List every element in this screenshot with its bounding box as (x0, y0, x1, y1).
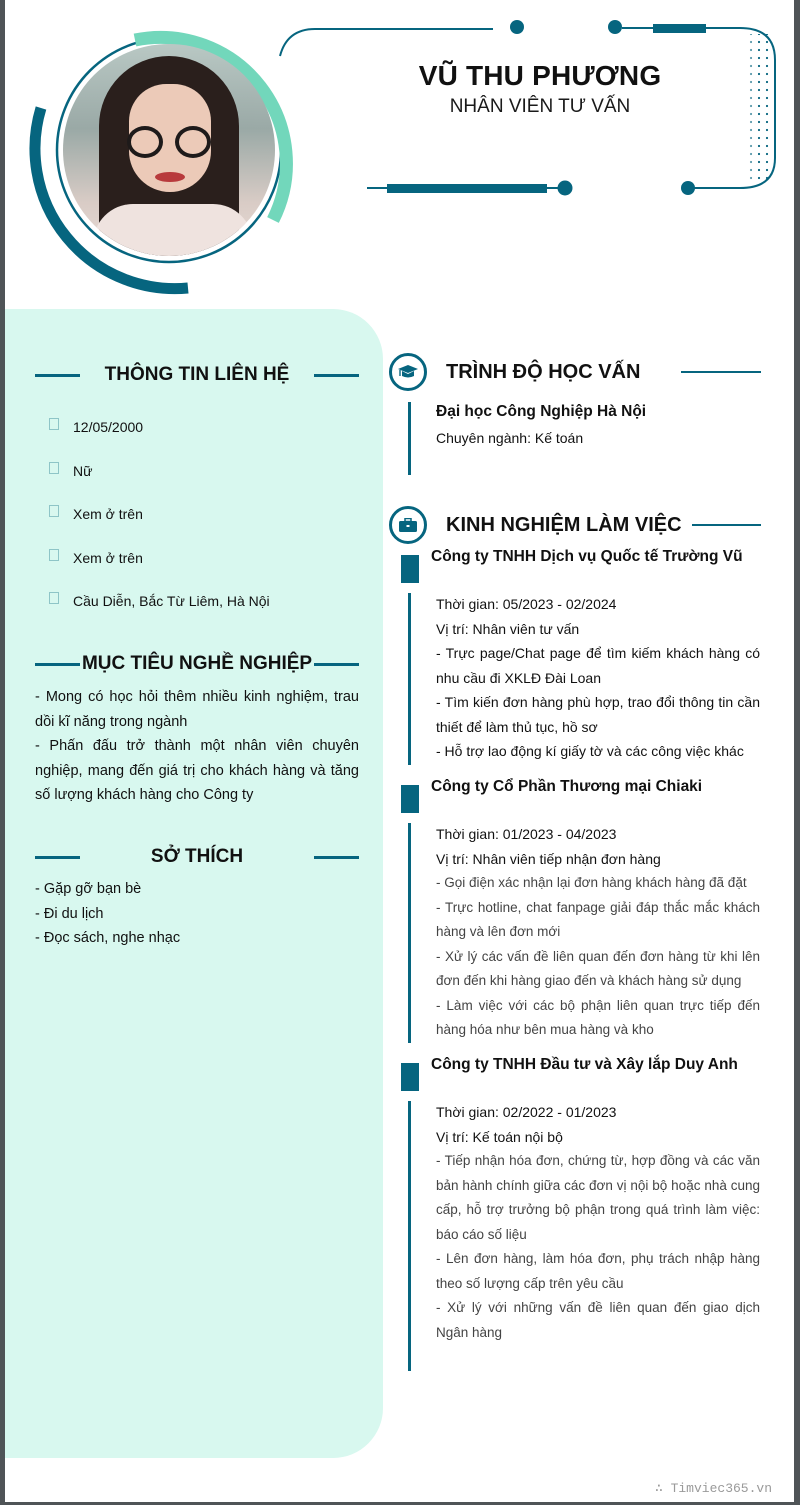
divider (314, 374, 359, 377)
timeline-line (408, 402, 411, 475)
job-company: Công ty TNHH Dịch vụ Quốc tế Trường Vũ (431, 548, 743, 565)
contact-email: Xem ở trên (49, 550, 143, 566)
job-duty: - Trực page/Chat page để tìm kiếm khách hàng có nhu cầu đi XKLĐ Đài Loan (436, 645, 760, 686)
timeline-line (408, 593, 411, 765)
timeline-line (408, 1101, 411, 1371)
candidate-name: VŨ THU PHƯƠNG (418, 60, 662, 91)
hobbies-list (35, 877, 359, 951)
job-duty: - Trực hotline, chat fanpage giải đáp thắc mắc khách hàng và lên đơn mới (436, 899, 760, 939)
job-duty: - Tiếp nhận hóa đơn, chứng từ, hợp đồng và các văn bản hành chính giữa các đơn vị nội bộ hoặc nhà cung cấp, hỗ trợ trưởng bộ phận trong quá trình làm việc: báo cáo số liệu (436, 1153, 760, 1242)
objective-section-title: MỤC TIÊU NGHỀ NGHIỆP (35, 653, 359, 675)
job-position: Vị trí: Kế toán nội bộ (436, 1128, 563, 1145)
hobby-item: - Gặp gỡ bạn bè (35, 881, 142, 897)
checkbox-icon (49, 462, 59, 474)
education-major: Chuyên ngành: Kế toán (436, 430, 584, 446)
job-marker (401, 785, 419, 813)
divider (314, 856, 359, 859)
timeline-line (408, 823, 411, 1043)
job-details (436, 822, 760, 1043)
divider (681, 371, 761, 373)
job-time: Thời gian: 01/2023 - 04/2023 (436, 826, 617, 842)
checkbox-icon (49, 592, 59, 604)
contact-birthdate: 12/05/2000 (49, 419, 143, 435)
job-duty: - Làm việc với các bộ phận liên quan trực tiếp đến hàng hóa như bên mua hàng và kho (436, 997, 760, 1037)
contact-phone: Xem ở trên (49, 506, 143, 522)
job-details (436, 592, 760, 764)
divider (692, 524, 761, 526)
job-position: Vị trí: Nhân viên tiếp nhận đơn hàng (436, 850, 661, 867)
job-details (436, 1100, 760, 1345)
hobbies-section-title: SỞ THÍCH (35, 846, 359, 868)
cv-page (5, 0, 794, 1502)
briefcase-icon (389, 506, 427, 544)
job-time: Thời gian: 02/2022 - 01/2023 (436, 1104, 617, 1120)
job-duty: - Gọi điện xác nhận lại đơn hàng khách hàng đã đặt (436, 875, 747, 890)
contact-section-title: THÔNG TIN LIÊN HỆ (35, 364, 359, 386)
job-duty: - Xử lý các vấn đề liên quan đến đơn hàng từ khi lên đơn đến khi hàng giao đến và khách hàng sử dụng (436, 948, 760, 988)
watermark: ∴ Timviec365.vn (654, 1481, 772, 1496)
education-school: Đại học Công Nghiệp Hà Nội (436, 403, 647, 420)
job-company: Công ty Cổ Phần Thương mại Chiaki (431, 778, 703, 795)
divider (35, 856, 80, 859)
objective-text: - Mong có học hỏi thêm nhiều kinh nghiệm, trau dồi kĩ năng trong ngành - Phấn đấu trở thành một nhân viên chuyên nghiệp, mang đến giá trị cho khách hàng và tăng số lượng khách hàng cho Công ty (35, 689, 359, 803)
hobby-item: - Đọc sách, nghe nhạc (35, 930, 181, 946)
job-position: Vị trí: Nhân viên tư vấn (436, 620, 580, 637)
candidate-job-title: NHÂN VIÊN TƯ VẤN (449, 96, 631, 117)
checkbox-icon (49, 549, 59, 561)
education-section-title: TRÌNH ĐỘ HỌC VẤN (389, 353, 761, 391)
job-duty: - Tìm kiến đơn hàng phù hợp, trao đổi thông tin cần thiết để làm thủ tục, hồ sơ (436, 694, 760, 735)
contact-gender: Nữ (49, 463, 92, 479)
checkbox-icon (49, 505, 59, 517)
job-time: Thời gian: 05/2023 - 02/2024 (436, 596, 617, 612)
divider (314, 663, 359, 666)
divider (35, 663, 80, 666)
job-duty: - Lên đơn hàng, làm hóa đơn, phụ trách nhập hàng theo số lượng cấp trên yêu cầu (436, 1251, 760, 1291)
hobby-item: - Đi du lịch (35, 905, 104, 922)
contact-address: Cầu Diễn, Bắc Từ Liêm, Hà Nội (49, 593, 270, 609)
graduation-cap-icon (389, 353, 427, 391)
job-marker (401, 555, 419, 583)
job-duty: - Xử lý với những vấn đề liên quan đến giao dịch Ngân hàng (436, 1300, 760, 1340)
job-duty: - Hỗ trợ lao động kí giấy tờ và các công việc khác (436, 743, 744, 759)
job-company: Công ty TNHH Đầu tư và Xây lắp Duy Anh (431, 1056, 738, 1073)
experience-section-title: KINH NGHIỆM LÀM VIỆC (389, 506, 761, 544)
job-marker (401, 1063, 419, 1091)
divider (35, 374, 80, 377)
checkbox-icon (49, 418, 59, 430)
